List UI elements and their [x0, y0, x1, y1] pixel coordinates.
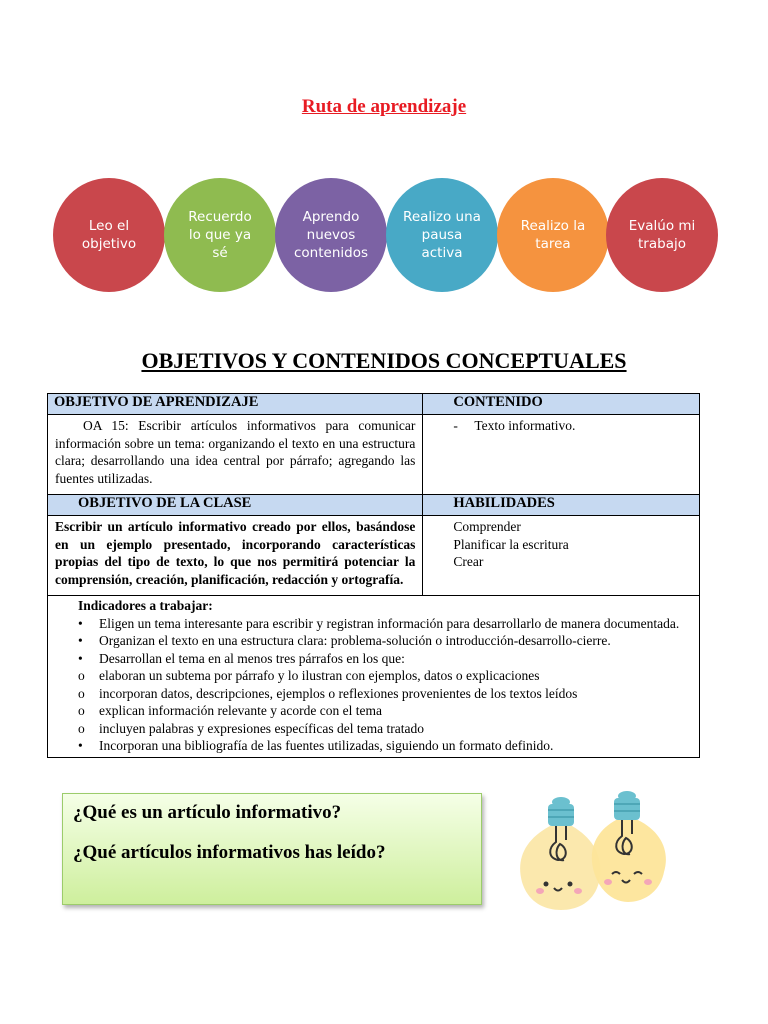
skill-item: Crear — [453, 554, 484, 569]
indicator-text: incluyen palabras y expresiones específicas del tema tratado — [99, 720, 424, 736]
route-step-label: Aprendo nuevos contenidos — [293, 209, 368, 261]
list-item — [78, 615, 693, 633]
class-objective-text: Escribir un artículo informativo creado por ellos, basándose en un ejemplo presentado, incorporando características propias del tipo de texto, lo que nos permitirá potenciar la comprensión, creación, planificación, redacción y ortografía. — [55, 519, 416, 587]
list-item — [453, 417, 693, 435]
bullet-marker: • — [78, 738, 83, 753]
light-bulbs-illustration — [514, 790, 686, 914]
list-item — [78, 720, 693, 738]
objective-cell — [48, 415, 423, 495]
list-item — [78, 685, 693, 703]
bullet-marker: o — [78, 685, 85, 701]
route-step-label: Evalúo mi trabajo — [628, 218, 696, 252]
right-bulb-icon — [592, 791, 666, 902]
table-row — [48, 596, 700, 758]
route-step-label: Realizo la tarea — [520, 218, 586, 252]
objectives-table — [47, 393, 700, 758]
bullet-marker: o — [78, 703, 85, 718]
list-item — [78, 667, 693, 685]
header-class-objective: OBJETIVO DE LA CLASE — [48, 495, 423, 516]
left-bulb-icon — [520, 797, 600, 910]
indicator-text: Desarrollan el tema en al menos tres párrafos en los que: — [99, 650, 405, 666]
dash-marker: - — [453, 418, 458, 433]
route-step-label: Recuerdo lo que ya sé — [188, 209, 252, 261]
indicator-text: Incorporan una bibliografía de las fuentes utilizadas, siguiendo un formato definido. — [99, 738, 554, 753]
table-row — [48, 394, 700, 415]
route-step-read-objective — [53, 178, 165, 292]
header-content: CONTENIDO — [423, 394, 700, 415]
list-item — [78, 702, 693, 720]
route-step-remember — [164, 178, 276, 292]
questions-box — [62, 793, 482, 905]
indicator-text: Organizan el texto en una estructura clara: problema-solución o introducción-desarrollo-cierre. — [99, 633, 611, 648]
indicators-title: Indicadores a trabajar: — [78, 598, 213, 613]
indicator-text: Eligen un tema interesante para escribir y registran información para desarrollarlo de manera documentada. — [99, 615, 680, 631]
learning-route — [53, 178, 718, 294]
skill-item: Comprender — [453, 519, 521, 534]
route-step-label: Leo el objetivo — [81, 218, 137, 252]
route-step-label: Realizo una pausa activa — [403, 209, 481, 261]
question-2: ¿Qué artículos informativos has leído? — [73, 842, 386, 863]
table-row — [48, 495, 700, 516]
bullet-marker: • — [78, 650, 83, 666]
header-objective: OBJETIVO DE APRENDIZAJE — [48, 394, 423, 415]
bullet-marker: o — [78, 720, 85, 736]
route-step-task — [497, 178, 609, 292]
bullet-marker: • — [78, 633, 83, 648]
question-1: ¿Qué es un artículo informativo? — [73, 802, 342, 823]
header-skills: HABILIDADES — [423, 495, 700, 516]
list-item — [78, 650, 693, 668]
table-row — [48, 516, 700, 596]
content-item: Texto informativo. — [474, 418, 576, 433]
content-cell — [423, 415, 700, 495]
list-item — [78, 737, 693, 755]
indicator-text: elaboran un subtema por párrafo y lo ilustran con ejemplos, datos o explicaciones — [99, 668, 540, 683]
bullet-marker: o — [78, 668, 85, 683]
page-title: Ruta de aprendizaje — [301, 96, 467, 117]
table-row — [48, 415, 700, 495]
indicator-text: explican información relevante y acorde con el tema — [99, 703, 382, 718]
section-heading: OBJETIVOS Y CONTENIDOS CONCEPTUALES — [141, 348, 627, 373]
route-step-evaluate — [606, 178, 718, 292]
list-item — [78, 632, 693, 650]
bullet-marker: • — [78, 615, 83, 631]
route-step-active-pause — [386, 178, 498, 292]
skill-item: Planificar la escritura — [453, 536, 569, 552]
objective-text: OA 15: Escribir artículos informativos para comunicar información sobre un tema: organizando el texto en una estructura clara; desarrollando una idea central por párrafo; agregando las fuentes utilizadas. — [55, 418, 416, 486]
indicator-text: incorporan datos, descripciones, ejemplos o reflexiones provenientes de los textos leídos — [99, 685, 578, 701]
smiling-light-bulbs-icon — [514, 790, 686, 914]
route-step-learn — [275, 178, 387, 292]
indicators-cell — [48, 596, 700, 758]
skills-cell — [423, 516, 700, 596]
class-objective-cell — [48, 516, 423, 596]
